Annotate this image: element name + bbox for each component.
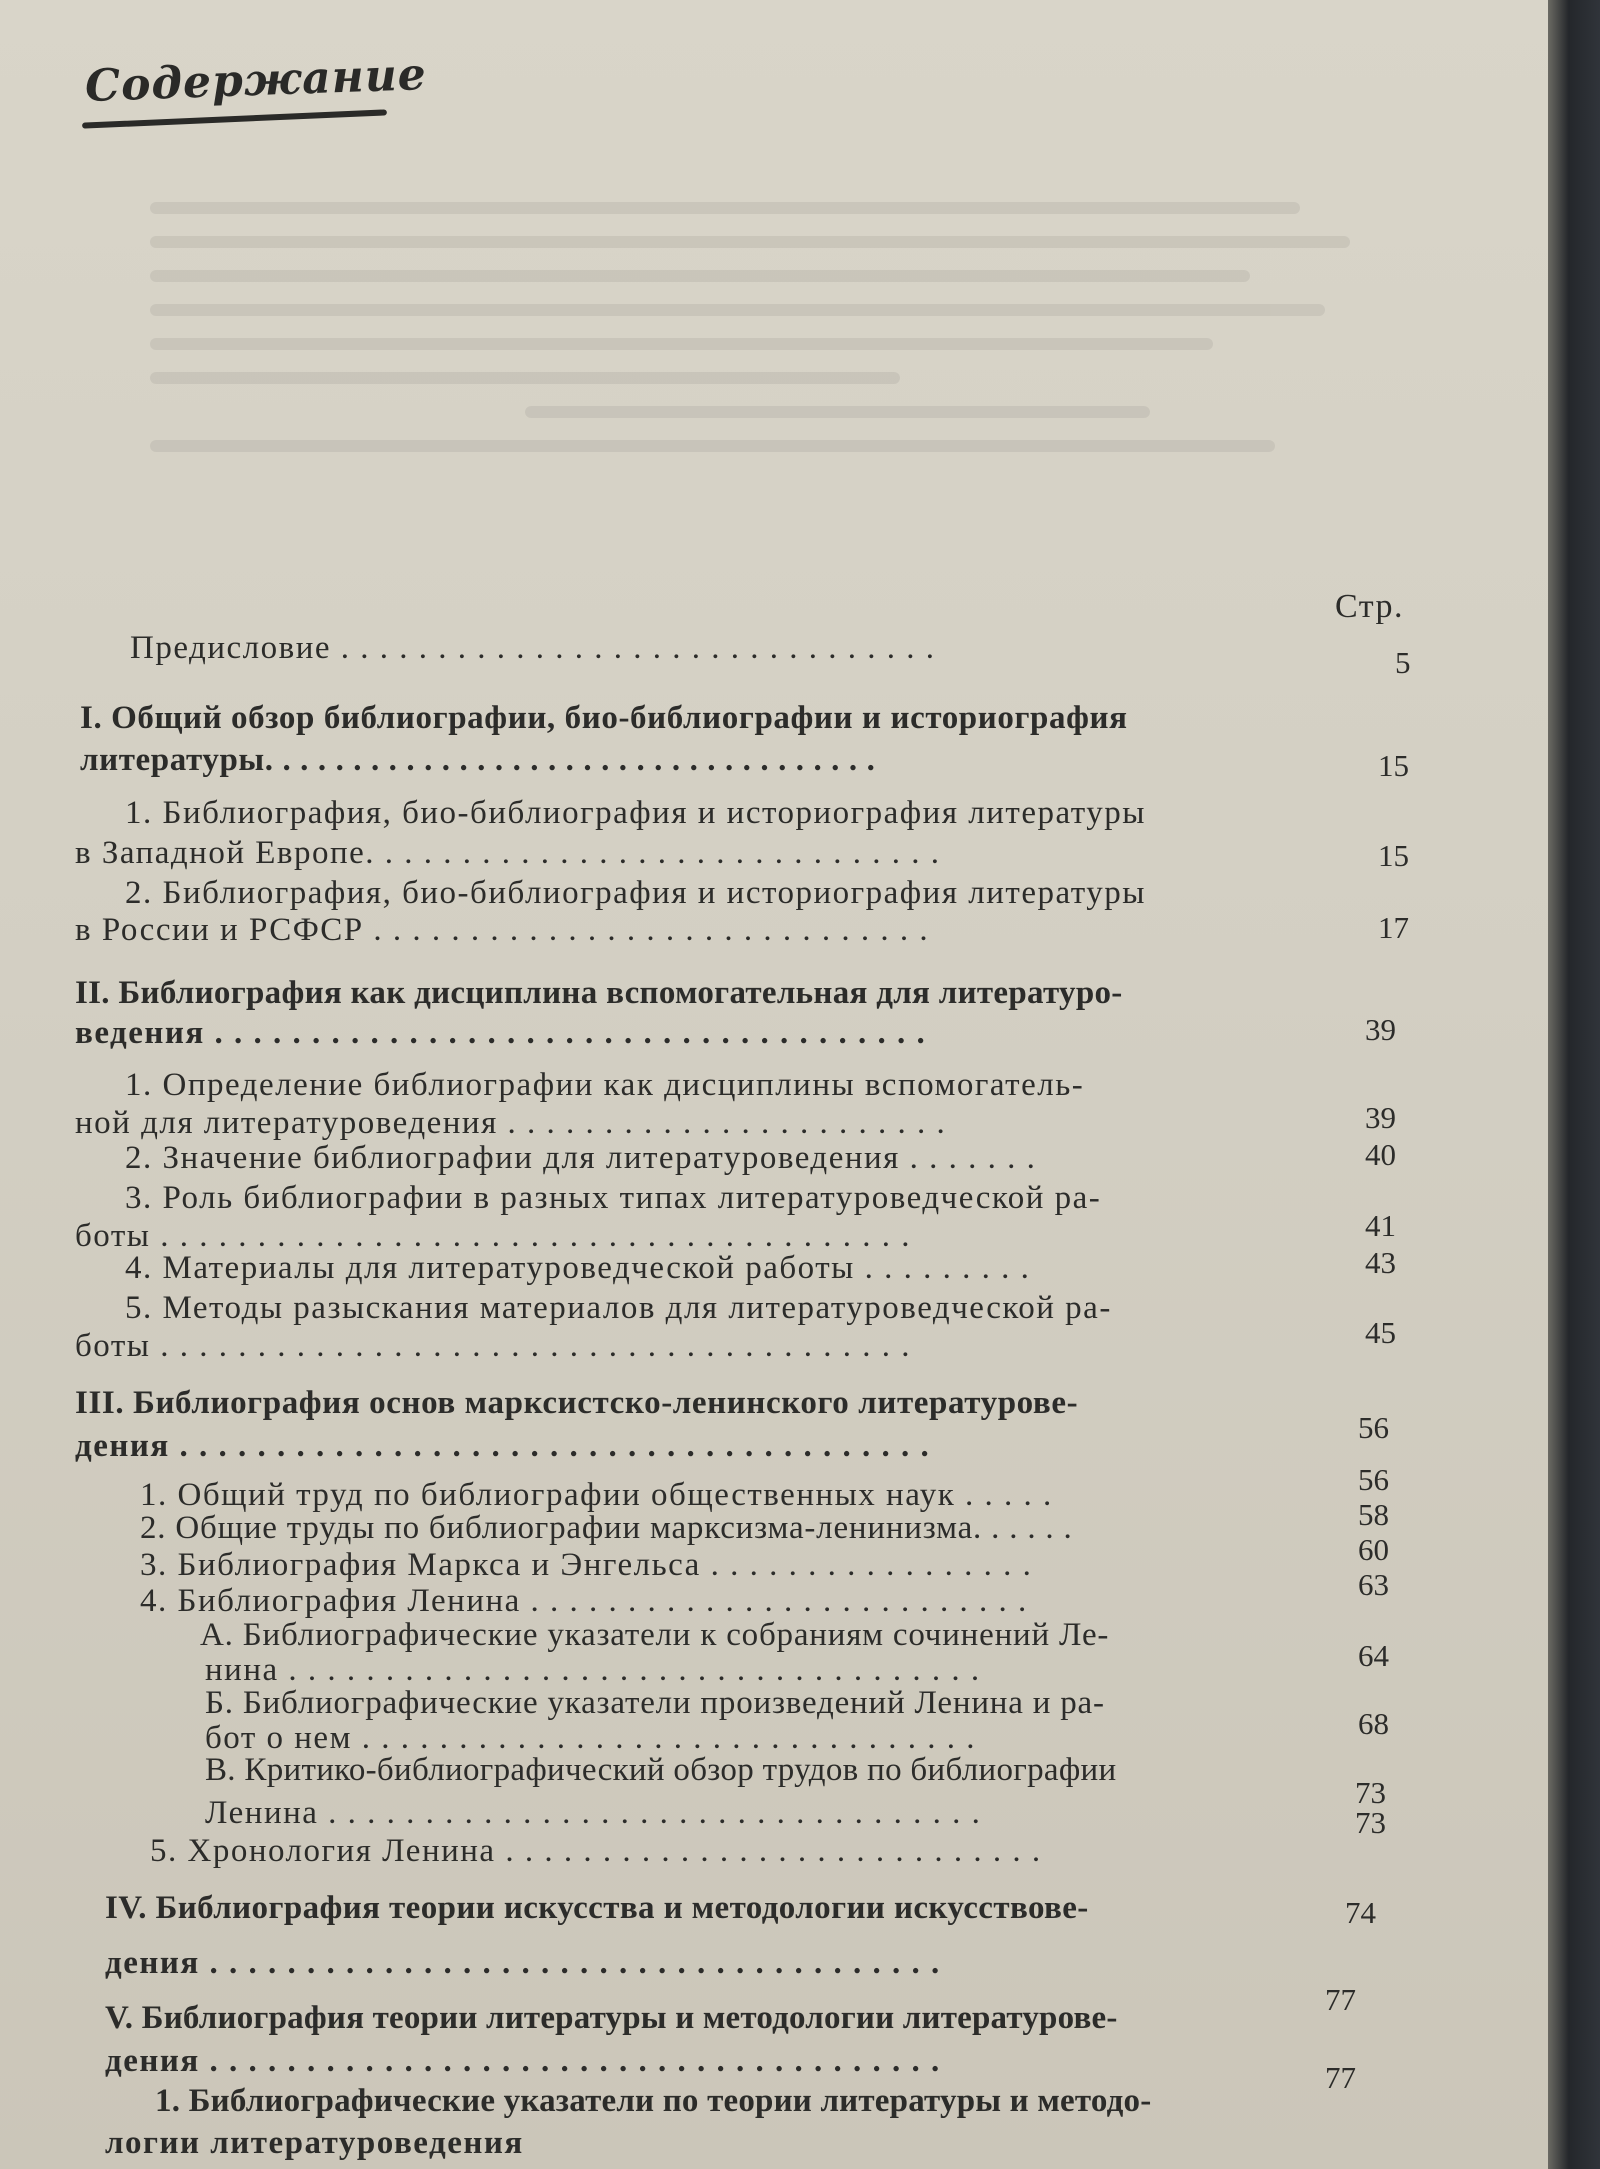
toc-page-number: 77 — [1325, 2060, 1356, 2095]
toc-page-number: 60 — [1358, 1532, 1389, 1567]
toc-page-number: 56 — [1358, 1410, 1389, 1445]
toc-line: логии литературоведения — [105, 2125, 524, 2161]
page-column-label: Стр. — [1335, 588, 1405, 625]
toc-line: 1. Общий труд по библиографии общественных наук . . . . . — [140, 1477, 1053, 1513]
toc-section-line: дения . . . . . . . . . . . . . . . . . . . . . . . . . . . . . . . . . . . . . . — [105, 1945, 941, 1981]
toc-line: Ленина . . . . . . . . . . . . . . . . . . . . . . . . . . . . . . . . . . — [205, 1795, 982, 1831]
toc-section-line: литературы. . . . . . . . . . . . . . . . . . . . . . . . . . . . . . . . . . . — [80, 742, 876, 778]
toc-line: 1. Библиографические указатели по теории литературы и методо- — [155, 2083, 1152, 2119]
toc-line: 4. Библиография Ленина . . . . . . . . . . . . . . . . . . . . . . . . . . — [140, 1583, 1028, 1619]
toc-page-number: 15 — [1378, 838, 1409, 873]
toc-section-line: V. Библиография теории литературы и методологии литературове- — [105, 2000, 1118, 2036]
toc-line: боты . . . . . . . . . . . . . . . . . . . . . . . . . . . . . . . . . . . . . . . — [75, 1218, 911, 1254]
toc-line: 5. Методы разыскания материалов для литературоведческой ра- — [125, 1290, 1112, 1326]
toc-line: 3. Роль библиографии в разных типах литературоведческой ра- — [125, 1180, 1102, 1216]
toc-section-line: ведения . . . . . . . . . . . . . . . . . . . . . . . . . . . . . . . . . . . . . — [75, 1015, 927, 1051]
toc-page-number: 68 — [1358, 1706, 1389, 1741]
toc-line: в России и РСФСР . . . . . . . . . . . . . . . . . . . . . . . . . . . . . — [75, 912, 930, 948]
toc-section-line: II. Библиография как дисциплина вспомогательная для литературо- — [75, 975, 1123, 1011]
toc-line: бот о нем . . . . . . . . . . . . . . . . . . . . . . . . . . . . . . . . — [205, 1720, 976, 1756]
toc-section-line: III. Библиография основ марксистско-ленинского литературове- — [75, 1385, 1079, 1421]
toc-page-number: 73 — [1355, 1775, 1386, 1810]
toc-page-number: 74 — [1345, 1895, 1376, 1930]
toc-page-number: 15 — [1378, 748, 1409, 783]
toc-line: 4. Материалы для литературоведческой работы . . . . . . . . . — [125, 1250, 1031, 1286]
toc-page-number: 77 — [1325, 1982, 1356, 2017]
toc-page-number: 39 — [1365, 1012, 1396, 1047]
toc-page-number: 17 — [1378, 910, 1409, 945]
toc-section-line: дения . . . . . . . . . . . . . . . . . . . . . . . . . . . . . . . . . . . . . . . — [75, 1428, 931, 1464]
toc-line: А. Библиографические указатели к собраниям сочинений Ле- — [200, 1617, 1110, 1653]
toc-line: Б. Библиографические указатели произведений Ленина и ра- — [205, 1685, 1105, 1721]
toc-section-line: дения . . . . . . . . . . . . . . . . . . . . . . . . . . . . . . . . . . . . . . — [105, 2043, 941, 2079]
toc-line: 3. Библиография Маркса и Энгельса . . . . . . . . . . . . . . . . . — [140, 1547, 1033, 1583]
toc-page-number: 56 — [1358, 1462, 1389, 1497]
toc-page-number: 5 — [1395, 645, 1411, 680]
toc-page-number: 45 — [1365, 1315, 1396, 1350]
toc-line: в Западной Европе. . . . . . . . . . . . . . . . . . . . . . . . . . . . . . — [75, 835, 941, 871]
toc-page-number: 73 — [1355, 1805, 1386, 1840]
bleed-through-text — [150, 180, 1400, 500]
toc-line: 2. Значение библиографии для литературоведения . . . . . . . — [125, 1140, 1037, 1176]
heading-underline — [82, 109, 387, 128]
toc-line: 2. Общие труды по библиографии марксизма-ленинизма. . . . . . — [140, 1510, 1073, 1546]
toc-line: В. Критико-библиографический обзор трудов по библиографии — [205, 1752, 1117, 1788]
toc-page-number: 41 — [1365, 1208, 1396, 1243]
toc-line: нина . . . . . . . . . . . . . . . . . . . . . . . . . . . . . . . . . . . . — [205, 1652, 981, 1688]
contents-heading: Содержание — [84, 49, 428, 112]
toc-section-line: I. Общий обзор библиографии, био-библиографии и историография — [80, 700, 1128, 736]
toc-line: 1. Определение библиографии как дисциплины вспомогатель- — [125, 1067, 1085, 1103]
toc-page-number: 43 — [1365, 1245, 1396, 1280]
toc-line: 2. Библиография, био-библиография и историография литературы — [125, 875, 1146, 911]
toc-line: 1. Библиография, био-библиография и историография литературы — [125, 795, 1146, 831]
toc-page-number: 39 — [1365, 1100, 1396, 1135]
toc-page-number: 64 — [1358, 1638, 1389, 1673]
book-edge — [1548, 0, 1600, 2169]
toc-line: 5. Хронология Ленина . . . . . . . . . . . . . . . . . . . . . . . . . . . . — [150, 1833, 1042, 1869]
toc-section-line: IV. Библиография теории искусства и методологии искусствове- — [105, 1890, 1089, 1926]
toc-line: ной для литературоведения . . . . . . . . . . . . . . . . . . . . . . . — [75, 1105, 947, 1141]
toc-page-number: 40 — [1365, 1137, 1396, 1172]
toc-page-number: 63 — [1358, 1567, 1389, 1602]
toc-line: боты . . . . . . . . . . . . . . . . . . . . . . . . . . . . . . . . . . . . . . . — [75, 1328, 911, 1364]
toc-page-number: 58 — [1358, 1497, 1389, 1532]
toc-line: Предисловие . . . . . . . . . . . . . . . . . . . . . . . . . . . . . . . — [130, 630, 936, 666]
